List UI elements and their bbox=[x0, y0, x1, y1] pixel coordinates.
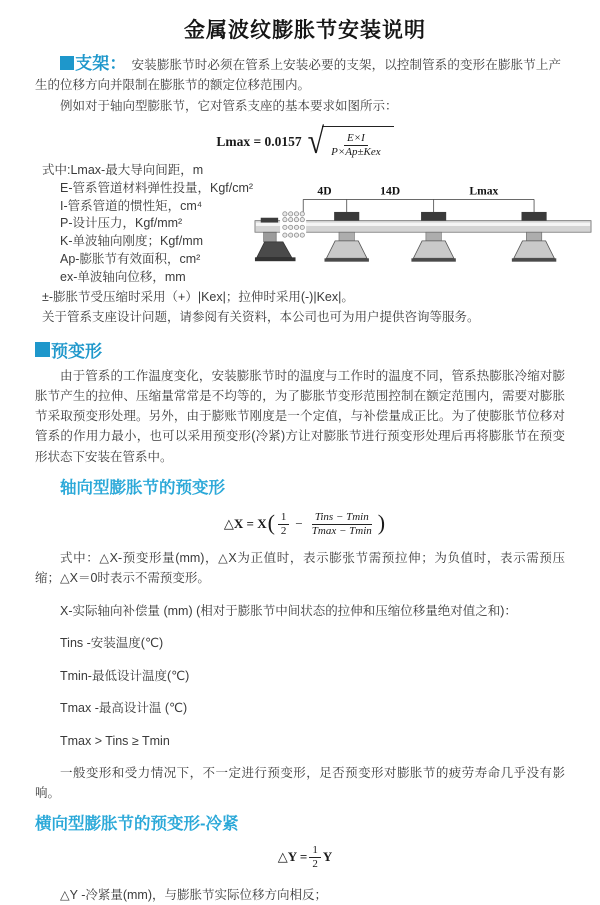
t-definition: Tmax -最高设计温 (℃) bbox=[60, 701, 188, 716]
fraction-numerator: 1 bbox=[309, 844, 321, 858]
radical-sign-icon: √ bbox=[307, 121, 325, 162]
guide-support bbox=[325, 212, 369, 262]
definition-line: 式中:Lmax-最大导向间距，m bbox=[42, 163, 204, 177]
definition-line: P-设计压力，Kgf/mm² bbox=[60, 216, 183, 231]
definition-line: K-单波轴向刚度；Kgf/mm bbox=[60, 234, 204, 249]
fraction-denominator: Tmax − Tmin bbox=[311, 524, 372, 537]
support-section-heading: 支架： bbox=[75, 54, 127, 73]
support-intro-paragraph bbox=[35, 54, 561, 95]
blue-square-icon bbox=[35, 342, 50, 357]
lateral-note: △Y -冷紧量(mm)，与膨胀节实际位移方向相反； bbox=[60, 887, 328, 902]
fraction-numerator: 1 bbox=[278, 511, 290, 525]
guide-support bbox=[512, 212, 556, 262]
x-definition: X-实际轴向补偿量 (mm) (相对于膨胀节中间状态的拉伸和压缩位移量绝对值之和)： bbox=[60, 603, 517, 618]
t-definition: Tins -安装温度(℃) bbox=[60, 636, 164, 651]
pipe-support-diagram bbox=[253, 182, 593, 275]
guide-spacing-formula bbox=[35, 121, 575, 162]
support-intro-text: 安装膨胀节时必须在管系上安装必要的支架，以控制管系的变形在膨胀节上产生的位移方向并限制在膨胀节的额定位移范围内。 bbox=[35, 58, 561, 92]
axial-note: 一般变形和受力情况下，不一定进行预变形，足否预变形对膨胀节的疲劳寿命几乎没有影响。 bbox=[35, 766, 565, 801]
guide-support bbox=[411, 212, 455, 262]
bellows-coil bbox=[280, 212, 306, 240]
predeform-paragraph: 由于管系的工作温度变化，安装膨胀节时的温度与工作时的温度不同，管系热膨胀冷缩对膨胀节产生的拉伸、压缩量常常是不均等的，为了膨胀节变形范围控制在额定范围内，需要对膨胀节采取预变形处理。另外，由于膨账节刚度是一个定值，与补偿量成正比。为了使膨胀节位移对管系的作用力最小，也可以采用预变形(冷紧)方让对膨胀节进行预变形处理后再将膨胀节在预变形状态下安装在管系中。 bbox=[35, 368, 565, 464]
formula-lhs: △X = X bbox=[223, 516, 267, 532]
fraction-numerator: Tins − Tmin bbox=[312, 511, 372, 525]
lateral-subsection-heading: 横向型膨胀节的预变形-冷紧 bbox=[35, 815, 239, 834]
fraction-half bbox=[278, 511, 290, 537]
definition-line: ex-单波轴向位移，mm bbox=[60, 269, 186, 284]
consult-note: 关于管系支座设计问题，请参阅有关资料，本公司也可为用户提供咨询等服务。 bbox=[42, 310, 480, 325]
blue-square-icon bbox=[60, 56, 74, 70]
plusminus-note: ±-膨胀节受压缩时采用（+）|Kex|；拉伸时采用(-)|Kex|。 bbox=[42, 289, 354, 304]
predeform-section-heading: 预变形 bbox=[51, 341, 102, 361]
formula-lhs: Lmax = 0.0157 bbox=[216, 134, 302, 149]
fraction-denominator: 2 bbox=[312, 857, 318, 870]
definition-line: I-管系管道的惯性矩，cm⁴ bbox=[60, 198, 203, 213]
predeform-section-heading-row bbox=[35, 337, 575, 362]
definition-line: E-管系管道材料弹性投量，Kgf/cm² bbox=[60, 180, 254, 195]
definition-line: Ap-膨胀节有效面积，cm² bbox=[60, 251, 201, 266]
definitions-and-diagram-row bbox=[35, 162, 595, 287]
dim-label-lmax: Lmax bbox=[469, 184, 499, 198]
axial-predeform-formula bbox=[35, 506, 575, 542]
axial-explain-paragraph: 式中：△X-预变形量(mm)，△X为正值时，表示膨张节需预拉伸；为负值时，表示需预压缩；△X＝0时表示不需预变形。 bbox=[35, 551, 565, 586]
t-definition: Tmin-最低设计温度(℃) bbox=[60, 668, 190, 683]
t-definition: Tmax > Tins ≥ Tmin bbox=[60, 733, 170, 748]
fraction-numerator: E×I bbox=[344, 132, 368, 146]
fraction-temperature bbox=[309, 511, 375, 537]
formula-rhs: Y bbox=[322, 849, 333, 865]
fraction-denominator: 2 bbox=[280, 524, 287, 537]
lateral-predeform-formula bbox=[35, 842, 575, 872]
minus-sign: − bbox=[295, 516, 303, 532]
fraction-half bbox=[309, 844, 321, 870]
formula-lhs: △Y = bbox=[277, 849, 308, 865]
axial-subsection-heading: 轴向型膨胀节的预变形 bbox=[60, 479, 225, 498]
page-title: 金属波纹膨胀节安装说明 bbox=[184, 19, 426, 42]
diagram-container bbox=[253, 182, 595, 287]
dim-label-14d: 14D bbox=[380, 184, 401, 198]
dim-label-4d: 4D bbox=[317, 184, 332, 198]
symbol-definitions-list bbox=[35, 162, 253, 287]
open-paren: ( bbox=[267, 510, 275, 536]
close-paren: ) bbox=[377, 510, 386, 536]
formula-radicand bbox=[322, 126, 394, 158]
fraction bbox=[328, 132, 384, 158]
fraction-denominator: P×Ap±Kex bbox=[331, 145, 381, 158]
support-example-text: 例如对于轴向型膨胀节，它对管系支座的基本要求如图所示： bbox=[60, 99, 398, 113]
